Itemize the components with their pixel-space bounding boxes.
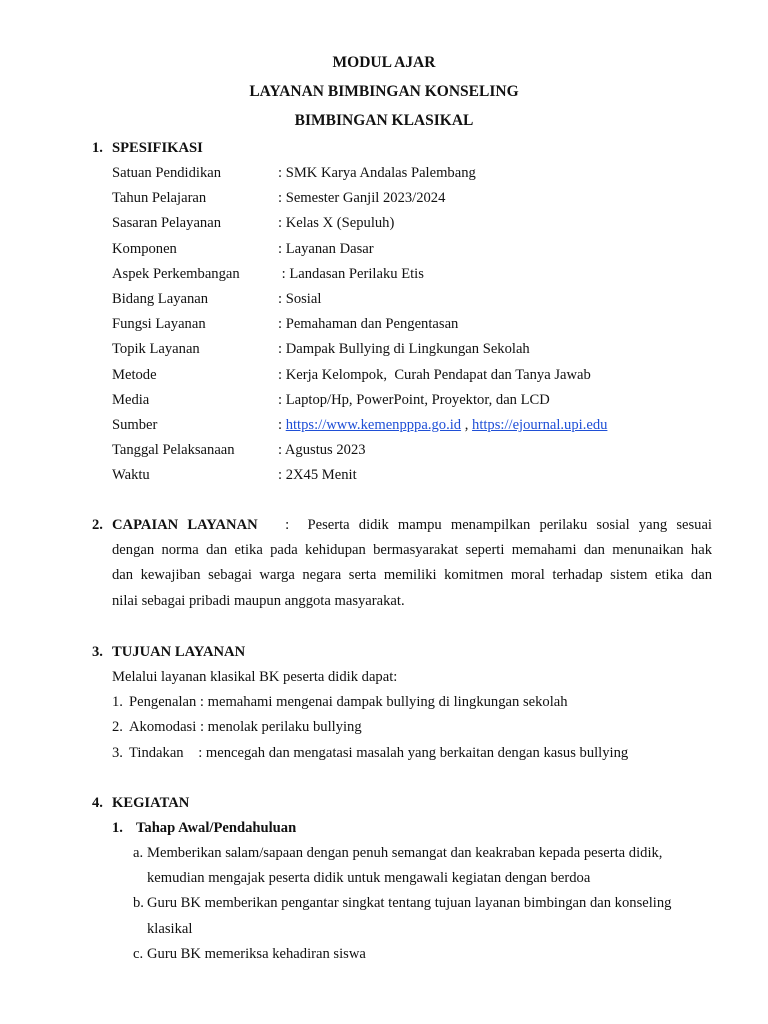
- spec-row: [112, 161, 712, 186]
- list-text: [147, 841, 713, 891]
- section-number: 2.: [92, 517, 103, 533]
- spec-label: Satuan Pendidikan: [112, 165, 222, 181]
- spec-value: : Landasan Perilaku Etis: [278, 265, 424, 282]
- sumber-prefix: :: [278, 416, 286, 433]
- capaian-line: [112, 513, 712, 538]
- section-kegiatan-heading: [92, 791, 189, 816]
- sumber-separator: ,: [461, 416, 473, 433]
- list-marker: a.: [133, 845, 144, 861]
- kegiatan-list: [133, 841, 713, 967]
- list-line: Memberikan salam/sapaan dengan penuh semangat dan keakraban kepada peserta didik,: [147, 845, 663, 861]
- spesifikasi-table: [112, 161, 712, 488]
- spec-row-sumber: [112, 413, 712, 438]
- spec-row: [112, 262, 712, 287]
- capaian-line: nilai sebagai pribadi maupun anggota masyarakat.: [112, 592, 405, 609]
- list-text: Tindakan : mencegah dan mengatasi masalah yang berkaitan dengan kasus bullying: [129, 744, 629, 761]
- section-title: KEGIATAN: [112, 795, 190, 811]
- list-marker: b.: [133, 895, 144, 912]
- section-number: 4.: [92, 795, 103, 811]
- spec-row: [112, 211, 712, 236]
- capaian-line: dengan norma dan etika pada kehidupan bermasyarakat seperti memahami dan menunaikan hak: [112, 542, 712, 559]
- spec-label: Metode: [112, 366, 157, 383]
- spec-row: [112, 287, 712, 312]
- spec-row: [112, 438, 712, 463]
- spec-value: : 2X45 Menit: [278, 467, 357, 484]
- list-line: Guru BK memberikan pengantar singkat tentang tujuan layanan bimbingan dan konseling: [147, 895, 672, 912]
- spec-label: Tanggal Pelaksanaan: [112, 442, 235, 459]
- list-item: [112, 741, 712, 766]
- section-spesifikasi-heading: [92, 136, 203, 161]
- list-line: kemudian mengajak peserta didik untuk mengawali kegiatan dengan berdoa: [147, 870, 591, 887]
- list-text: [147, 891, 713, 941]
- spec-label: Bidang Layanan: [112, 290, 209, 307]
- section-tujuan-heading: [92, 640, 245, 665]
- sub-title: Tahap Awal/Pendahuluan: [136, 820, 297, 836]
- spec-value: : Pemahaman dan Pengentasan: [278, 316, 459, 333]
- list-text: Pengenalan : memahami mengenai dampak bullying di lingkungan sekolah: [129, 694, 568, 711]
- spec-label: Media: [112, 391, 150, 408]
- list-item: [112, 715, 712, 740]
- sumber-link-kemenpppa[interactable]: https://www.kemenpppa.go.id: [285, 416, 462, 433]
- section-capaian: [92, 513, 712, 614]
- capaian-text: : Peserta didik mampu menampilkan perilaku sosial yang sesuai: [257, 517, 712, 533]
- list-text: [147, 942, 713, 967]
- list-text: Akomodasi : menolak perilaku bullying: [129, 719, 362, 736]
- tujuan-content: [112, 665, 712, 766]
- spec-label: Fungsi Layanan: [112, 316, 206, 333]
- spec-label: Aspek Perkembangan: [112, 265, 240, 282]
- tujuan-intro: Melalui layanan klasikal BK peserta didik dapat:: [112, 669, 398, 685]
- spec-label: Tahun Pelajaran: [112, 190, 207, 207]
- sub-number: 1.: [112, 820, 123, 836]
- spec-row: [112, 388, 712, 413]
- spec-row: [112, 337, 712, 362]
- spec-value: : Kerja Kelompok, Curah Pendapat dan Tanya Jawab: [278, 366, 591, 383]
- list-line: Guru BK memeriksa kehadiran siswa: [147, 945, 366, 962]
- spec-label: Sumber: [112, 416, 158, 433]
- spec-label: Waktu: [112, 467, 150, 484]
- spec-row: [112, 237, 712, 262]
- sumber-link-ejournal[interactable]: https://ejournal.upi.edu: [472, 416, 608, 433]
- title-line-2: LAYANAN BIMBINGAN KONSELING: [249, 83, 519, 100]
- section-number: 1.: [92, 140, 103, 156]
- spec-value: : Dampak Bullying di Lingkungan Sekolah: [278, 341, 530, 358]
- spec-value: : Laptop/Hp, PowerPoint, Proyektor, dan LCD: [278, 391, 550, 408]
- section-title: CAPAIAN LAYANAN: [112, 517, 258, 533]
- list-item: [133, 841, 713, 891]
- list-marker: c.: [133, 945, 144, 962]
- list-number: 3.: [112, 744, 123, 761]
- section-number: 3.: [92, 644, 103, 660]
- kegiatan-subheading: [112, 816, 296, 841]
- spec-row: [112, 312, 712, 337]
- spec-row: [112, 186, 712, 211]
- list-line: klasikal: [147, 920, 193, 937]
- title-line-1: MODUL AJAR: [332, 54, 436, 71]
- spec-label: Komponen: [112, 240, 177, 257]
- spec-value: : SMK Karya Andalas Palembang: [278, 165, 476, 181]
- capaian-line: dan kewajiban sebagai warga negara serta memiliki komitmen moral terhadap sistem etika dan: [112, 567, 712, 584]
- spec-row: [112, 463, 712, 488]
- list-number: 2.: [112, 719, 123, 736]
- list-item: [133, 942, 713, 967]
- list-number: 1.: [112, 694, 123, 711]
- spec-value: [278, 413, 712, 438]
- spec-value: : Kelas X (Sepuluh): [278, 215, 395, 232]
- spec-value: : Agustus 2023: [278, 442, 366, 459]
- spec-row: [112, 363, 712, 388]
- list-item: [112, 690, 712, 715]
- spec-value: : Sosial: [278, 290, 322, 307]
- title-line-3: BIMBINGAN KLASIKAL: [294, 112, 474, 129]
- section-title: SPESIFIKASI: [112, 140, 203, 156]
- spec-label: Sasaran Pelayanan: [112, 215, 222, 232]
- spec-value: : Layanan Dasar: [278, 240, 374, 257]
- list-item: [133, 891, 713, 941]
- spec-label: Topik Layanan: [112, 341, 200, 358]
- spec-value: : Semester Ganjil 2023/2024: [278, 190, 446, 207]
- section-title: TUJUAN LAYANAN: [112, 644, 246, 660]
